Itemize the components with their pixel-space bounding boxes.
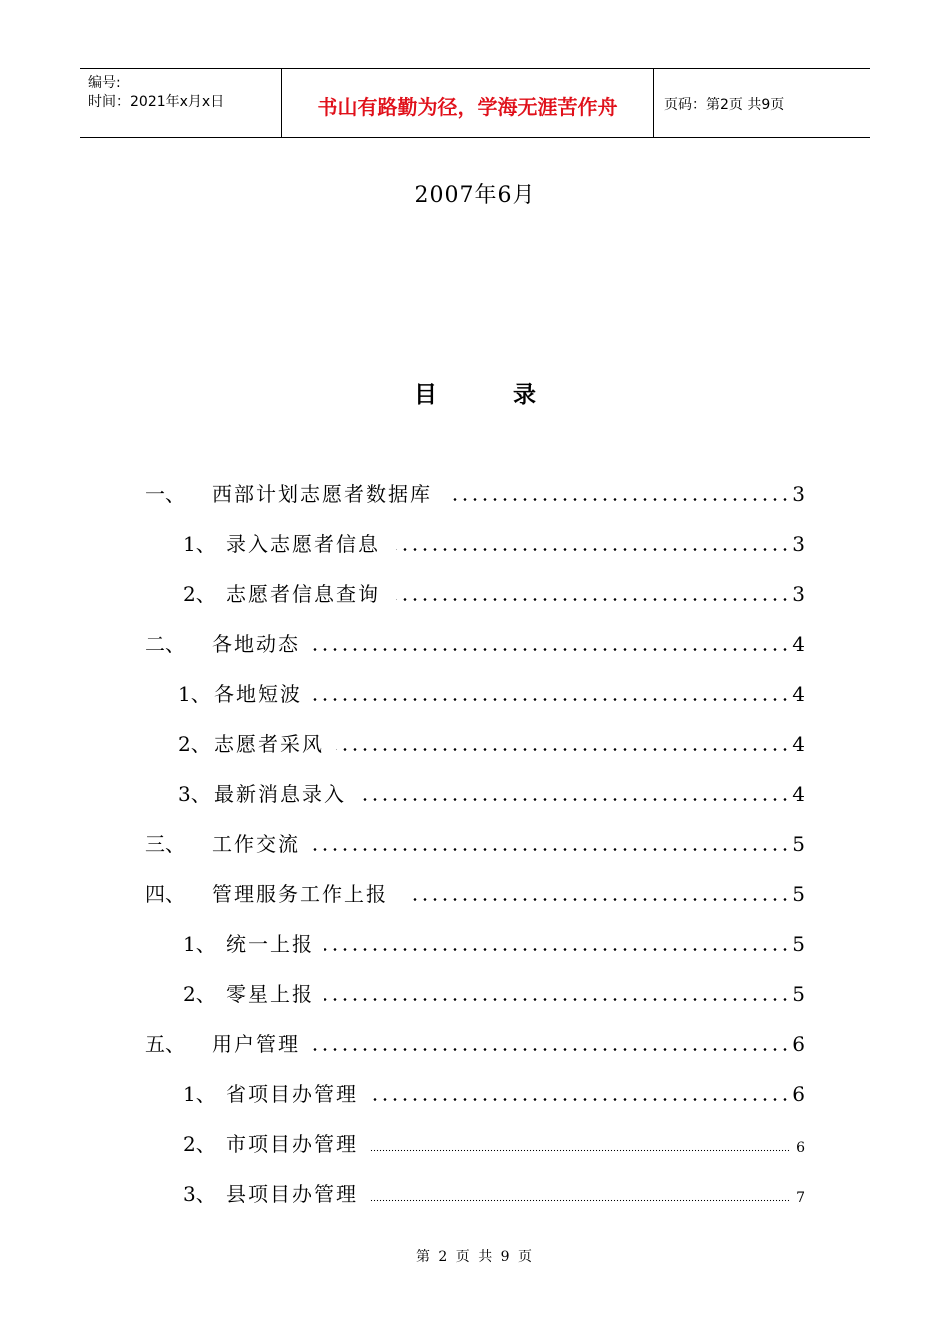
toc-entry[interactable] <box>0 1130 950 1158</box>
toc-leader-dots <box>324 998 790 1001</box>
header-page-cell <box>654 69 870 137</box>
toc-entry-page: 7 <box>796 1190 805 1206</box>
toc-entry-title: 县项目办管理 <box>226 1182 358 1206</box>
toc-entry-title: 各地动态 <box>212 632 300 656</box>
toc-leader-dots <box>312 648 790 651</box>
toc-entry-number: 1、 <box>178 682 211 706</box>
toc-entry[interactable] <box>0 580 950 608</box>
toc-entry[interactable] <box>0 1180 950 1208</box>
toc-entry-number: 四、 <box>145 882 185 906</box>
toc-leader-dots <box>370 1199 790 1202</box>
toc-leader-dots <box>408 898 790 901</box>
toc-entry[interactable] <box>0 730 950 758</box>
toc-entry-number: 一、 <box>145 482 185 506</box>
toc-entry-title: 录入志愿者信息 <box>226 532 380 556</box>
toc-leader-dots <box>312 848 790 851</box>
toc-entry-number: 五、 <box>145 1032 185 1056</box>
toc-leader-dots <box>372 1098 790 1101</box>
toc-entry-number: 1、 <box>183 932 216 956</box>
toc-entry-title: 统一上报 <box>226 932 314 956</box>
code-label: 编号: <box>88 75 121 91</box>
toc-entry-title: 志愿者采风 <box>214 732 324 756</box>
toc-entry[interactable] <box>0 980 950 1008</box>
toc-entry-number: 3、 <box>183 1182 216 1206</box>
toc-entry-number: 2、 <box>183 1132 216 1156</box>
toc-entry-title: 管理服务工作上报 <box>212 882 388 906</box>
toc-entry-title: 西部计划志愿者数据库 <box>212 482 432 506</box>
motto: 书山有路勤为径，学海无涯苦作舟 <box>317 95 618 119</box>
header-meta-cell <box>80 69 282 137</box>
toc-entry-title: 各地短波 <box>214 682 302 706</box>
toc-entry[interactable] <box>0 780 950 808</box>
toc-leader-dots <box>396 598 790 601</box>
toc-entry-number: 2、 <box>183 582 216 606</box>
toc-entry-page: 3 <box>792 582 805 606</box>
toc-entry-title: 零星上报 <box>226 982 314 1006</box>
toc-entry-title: 市项目办管理 <box>226 1132 358 1156</box>
toc-entry[interactable] <box>0 1030 950 1058</box>
toc-entry[interactable] <box>0 530 950 558</box>
toc-leader-dots <box>312 698 790 701</box>
toc-entry-number: 3、 <box>178 782 211 806</box>
toc-leader-dots <box>324 948 790 951</box>
toc-leader-dots <box>312 1048 790 1051</box>
toc-entry-page: 6 <box>792 1032 805 1056</box>
toc-entry-title: 志愿者信息查询 <box>226 582 380 606</box>
document-date: 2007年6月 <box>414 183 536 208</box>
toc-entry-page: 5 <box>792 832 805 856</box>
toc-entry-title: 最新消息录入 <box>214 782 346 806</box>
toc-entry-number: 三、 <box>145 832 185 856</box>
toc-entry-number: 2、 <box>178 732 211 756</box>
page-header <box>80 68 870 138</box>
toc-entry-page: 3 <box>792 532 805 556</box>
toc-title: 目 录 <box>413 381 570 408</box>
page-info: 页码：第2页 共9页 <box>664 97 785 113</box>
toc-leader-dots <box>360 798 790 801</box>
toc-entry-title: 用户管理 <box>212 1032 300 1056</box>
toc-entry-page: 4 <box>792 682 805 706</box>
toc-entry-page: 6 <box>792 1082 805 1106</box>
toc-entry[interactable] <box>0 880 950 908</box>
toc-entry[interactable] <box>0 830 950 858</box>
toc-entry[interactable] <box>0 930 950 958</box>
toc-entry[interactable] <box>0 480 950 508</box>
toc-entry-number: 1、 <box>183 532 216 556</box>
time-label: 时间：2021年x月x日 <box>88 94 225 110</box>
header-motto-cell <box>282 69 654 137</box>
toc-entry-page: 4 <box>792 732 805 756</box>
toc-entry[interactable] <box>0 1080 950 1108</box>
toc-entry-number: 2、 <box>183 982 216 1006</box>
toc-entry-page: 4 <box>792 632 805 656</box>
toc-leader-dots <box>370 1149 790 1152</box>
toc-leader-dots <box>452 498 790 501</box>
page-footer: 第 2 页 共 9 页 <box>415 1249 535 1265</box>
toc-entry-title: 省项目办管理 <box>226 1082 358 1106</box>
toc-entry-page: 5 <box>792 982 805 1006</box>
toc-entry[interactable] <box>0 680 950 708</box>
toc-entry-page: 4 <box>792 782 805 806</box>
toc-entry-page: 6 <box>796 1140 805 1156</box>
toc-entry-number: 二、 <box>145 632 185 656</box>
toc-leader-dots <box>396 548 790 551</box>
toc-entry-number: 1、 <box>183 1082 216 1106</box>
toc-entry-page: 3 <box>792 482 805 506</box>
toc-leader-dots <box>336 748 790 751</box>
toc-entry-title: 工作交流 <box>212 832 300 856</box>
toc-entry-page: 5 <box>792 882 805 906</box>
toc-entry-page: 5 <box>792 932 805 956</box>
toc-entry[interactable] <box>0 630 950 658</box>
